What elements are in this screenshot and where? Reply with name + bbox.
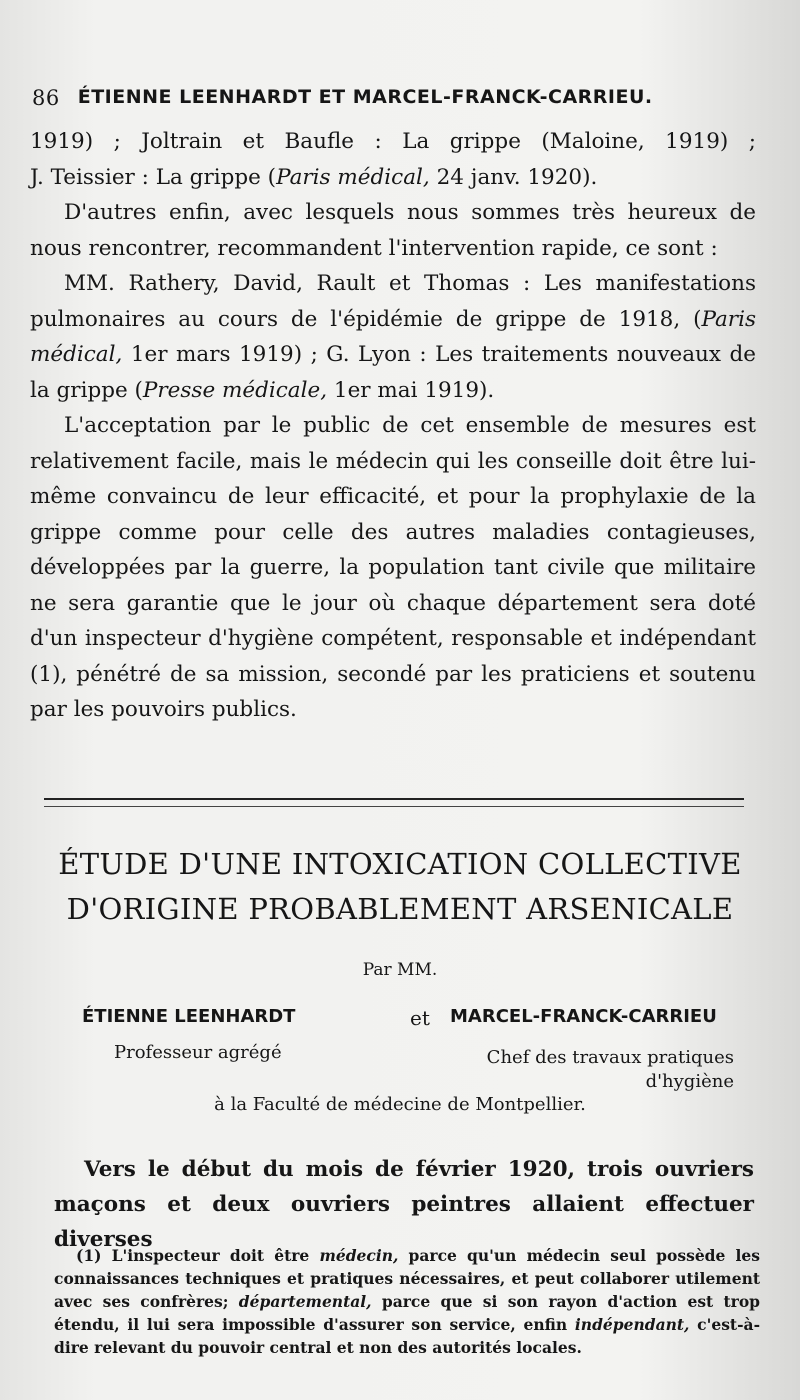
section-rule-thin [44, 806, 744, 807]
article-title [40, 842, 760, 932]
para1-date: 24 janv. 1920). [429, 164, 598, 190]
intro-paragraph: Vers le début du mois de février 1920, trois ouvriers maçons et deux ouvriers peintres allaient effectuer diverses [54, 1157, 754, 1252]
article-intro [54, 1152, 754, 1257]
footnote-pre: (1) L'inspecteur doit être [76, 1246, 320, 1265]
footnote-mid-2: parce que si son rayon d'action est trop étendu, il lui sera impossible d'assurer son service, enfin [54, 1292, 760, 1334]
footnote-mid-1: parce qu'un médecin seul possède les connaissances techniques et pratiques nécessaires, et peut collaborer utilement avec ses confrères; [54, 1246, 760, 1311]
affiliation: à la Faculté de médecine de Montpellier. [214, 1094, 586, 1115]
author-2-role [462, 1046, 734, 1094]
footnote-em-3: indépendant, [574, 1315, 690, 1334]
page-number: 86 [32, 86, 60, 110]
body-text [30, 124, 756, 728]
author-2-role-line-1: Chef des travaux pratiques [486, 1047, 734, 1068]
byline: Par MM. [362, 960, 438, 980]
title-line-2: D'ORIGINE PROBABLEMENT ARSENICALE [66, 892, 734, 926]
paragraph-3 [30, 266, 756, 408]
section-rule-thick [44, 798, 744, 800]
paragraph-1 [30, 124, 756, 160]
author-2-role-line-2: d'hygiène [645, 1071, 734, 1092]
para3-text-a: MM. Rathery, David, Rault et Thomas : Les manifestations pulmonaires au cours de l'épidémie de grippe de 1918, ( [30, 271, 756, 332]
footnote-post: c'est-à-dire relevant du pouvoir central et non des autorités locales. [54, 1315, 760, 1357]
footnote-em-1: médecin, [319, 1246, 399, 1265]
paragraph-2: D'autres enfin, avec lesquels nous sommes très heureux de nous rencontrer, recommandent l'intervention rapide, ce sont : [30, 200, 756, 261]
para1-line1: 1919) ; Joltrain et Baufle : La grippe (Maloine, 1919) ; [30, 129, 756, 154]
paragraph-4: L'acceptation par le public de cet ensemble de mesures est relativement facile, mais le médecin qui les conseille doit être lui-même convaincu de leur efficacité, et pour la prophylaxie de la grippe comme pour celle des autres maladies contagieuses, développées par la guerre, la population tant civile que militaire ne sera garantie que le jour où chaque département sera doté d'un inspecteur d'hygiène compétent, responsable et indépendant (1), pénétré de sa mission, secondé par les praticiens et soutenu par les pouvoirs publics. [30, 413, 756, 722]
author-conjunction: et [410, 1006, 430, 1030]
running-title: ÉTIENNE LEENHARDT ET MARCEL-FRANCK-CARRIEU. [77, 86, 653, 108]
author-1: ÉTIENNE LEENHARDT [82, 1006, 296, 1027]
para1-journal: Paris médical, [276, 164, 430, 190]
author-1-role: Professeur agrégé [114, 1042, 282, 1063]
para3-text-b: 1er mars 1919) ; G. Lyon : Les traitements nouveaux de la grippe ( [30, 342, 756, 403]
para3-journal-2: Presse médicale, [142, 377, 328, 403]
para1-text: J. Teissier : La grippe ( [30, 164, 277, 190]
para3-text-c: 1er mai 1919). [327, 377, 495, 403]
para3-journal-1: Paris médical, [30, 306, 756, 367]
running-header [32, 86, 732, 116]
paragraph-1-cont [30, 160, 756, 196]
title-line-1: ÉTUDE D'UNE INTOXICATION COLLECTIVE [58, 847, 742, 881]
footnote-text [54, 1244, 760, 1359]
author-2: MARCEL-FRANCK-CARRIEU [450, 1006, 717, 1027]
footnote [54, 1244, 760, 1359]
footnote-em-2: départemental, [238, 1292, 372, 1311]
